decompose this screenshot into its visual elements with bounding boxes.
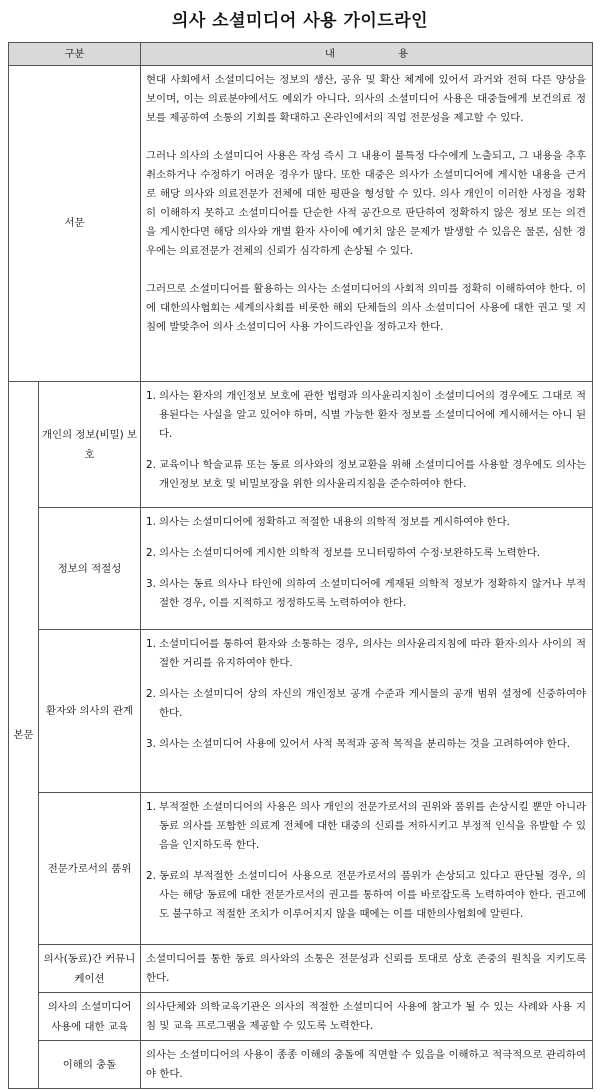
section-label: 이해의 충돌: [39, 1041, 141, 1089]
section-label: 전문가로서의 품위: [39, 793, 141, 945]
preface-content: [141, 66, 593, 382]
preface-label: 서문: [9, 66, 141, 382]
section-row: [9, 508, 593, 630]
preface-paragraph: 그러므로 소셜미디어를 활용하는 의사는 소셜미디어의 사회적 의미를 정확히 이해하여야 한다. 이에 대한의사협회는 세계의사회를 비롯한 해외 단체들의 의사 소셜미디어 사용에 대한 권고 및 지침에 발맞추어 의사 소셜미디어 사용 가이드라인을 정하고자 한다.: [146, 283, 587, 333]
section-content: 의사는 소셜미디어의 사용이 종종 이해의 충돌에 직면할 수 있음을 이해하고 적극적으로 관리하여야 한다.: [141, 1041, 593, 1089]
section-content: 의사단체와 의학교육기관은 의사의 적절한 소셜미디어 사용에 참고가 될 수 있는 사례와 사용 지침 및 교육 프로그램을 제공할 수 있도록 노력한다.: [141, 993, 593, 1041]
list-item: 2. 동료의 부적절한 소셜미디어 사용으로 전문가로서의 품위가 손상되고 있다고 판단될 경우, 의사는 해당 동료에 대한 전문가로서의 권고를 통하여 이를 바로잡도록 노력하여야 한다. 권고에도 불구하고 적절한 조치가 이루어지지 않을 때에는 이를 대한의사협회에 알린다.: [146, 870, 587, 920]
header-content: 내 용: [141, 43, 593, 66]
header-category: 구분: [9, 43, 141, 66]
section-content: [141, 508, 593, 630]
list-item: 2. 의사는 소셜미디어 상의 자신의 개인정보 공개 수준과 게시물의 공개 범위 설정에 신중하여야 한다.: [146, 688, 587, 719]
section-label: 개인의 정보(비밀) 보호: [39, 382, 141, 508]
list-item: 3. 의사는 소셜미디어 사용에 있어서 사적 목적과 공적 목적을 분리하는 것을 고려하여야 한다.: [146, 738, 571, 750]
section-content: 소셜미디어를 통한 동료 의사와의 소통은 전문성과 신뢰를 토대로 상호 존중의 원칙을 지키도록 한다.: [141, 945, 593, 993]
section-row: [9, 945, 593, 993]
list-item: 3. 의사는 동료 의사나 타인에 의하여 소셜미디어에 게재된 의학적 정보가 정확하지 않거나 부적절한 경우, 이를 지적하고 정정하도록 노력하여야 한다.: [146, 578, 587, 609]
section-row: [9, 993, 593, 1041]
guideline-table: [8, 42, 593, 1089]
list-item: 2. 의사는 소셜미디어에 게시한 의학적 정보를 모니터링하여 수정·보완하도록 노력한다.: [146, 547, 541, 559]
list-item: 1. 의사는 소셜미디어에 정확하고 적절한 내용의 의학적 정보를 게시하여야 한다.: [146, 516, 510, 528]
list-item: 1. 소셜미디어를 통하여 환자와 소통하는 경우, 의사는 의사윤리지침에 따라 환자·의사 사이의 적절한 거리를 유지하여야 한다.: [146, 638, 587, 669]
preface-paragraph: 현대 사회에서 소셜미디어는 정보의 생산, 공유 및 확산 체계에 있어서 과거와 전혀 다른 양상을 보이며, 이는 의료분야에서도 예외가 아니다. 의사의 소셜미디어 사용은 대중들에게 보건의료 정보를 제공하여 소통의 기회를 확대하고 온라인에서의 직업 전문성을 제고할 수 있다.: [146, 74, 587, 124]
section-row: [9, 630, 593, 793]
section-row: [9, 382, 593, 508]
section-row: [9, 793, 593, 945]
section-label: 환자와 의사의 관계: [39, 630, 141, 793]
list-item: 1. 부적절한 소셜미디어의 사용은 의사 개인의 전문가로서의 권위와 품위를 손상시킬 뿐만 아니라 동료 의사를 포함한 의료계 전체에 대한 대중의 신뢰를 저하시키고 부정적 인식을 유발할 수 있음을 인지하도록 한다.: [146, 801, 587, 851]
body-label: 본문: [9, 382, 39, 1089]
section-content: [141, 630, 593, 793]
section-label: 의사(동료)간 커뮤니케이션: [39, 945, 141, 993]
preface-row: [9, 66, 593, 382]
list-item: 2. 교육이나 학술교류 또는 동료 의사와의 정보교환을 위해 소셜미디어를 사용할 경우에도 의사는 개인정보 보호 및 비밀보장을 위한 의사윤리지침을 준수하여야 한다.: [146, 459, 587, 490]
section-label: 정보의 적절성: [39, 508, 141, 630]
section-content: [141, 793, 593, 945]
preface-paragraph: 그러나 의사의 소셜미디어 사용은 작성 즉시 그 내용이 불특정 다수에게 노출되고, 그 내용을 추후 취소하거나 수정하기 어려운 경우가 많다. 또한 대중은 의사가 소셜미디어에 게시한 내용을 근거로 해당 의사와 의료전문가 전체에 대한 평판을 형성할 수 있다. 의사 개인이 이러한 사정을 정확히 이해하지 못하고 소셜미디어를 단순한 사적 공간으로 판단하여 정확하지 않은 정보 또는 의견을 게시한다면 해당 의사와 개별 환자 사이에 예기치 않은 문제가 발생할 수 있음은 물론, 심한 경우에는 의료전문가 전체의 신뢰가 심각하게 손상될 수 있다.: [146, 150, 587, 257]
list-item: 1. 의사는 환자의 개인정보 보호에 관한 법령과 의사윤리지침이 소셜미디어의 경우에도 그대로 적용된다는 사실을 알고 있어야 하며, 식별 가능한 환자 정보를 소셜미디어에 게시해서는 아니 된다.: [146, 390, 587, 440]
section-content: [141, 382, 593, 508]
table-header-row: [9, 43, 593, 66]
section-label: 의사의 소셜미디어 사용에 대한 교육: [39, 993, 141, 1041]
section-row: [9, 1041, 593, 1089]
page-title: 의사 소셜미디어 사용 가이드라인: [171, 11, 429, 31]
